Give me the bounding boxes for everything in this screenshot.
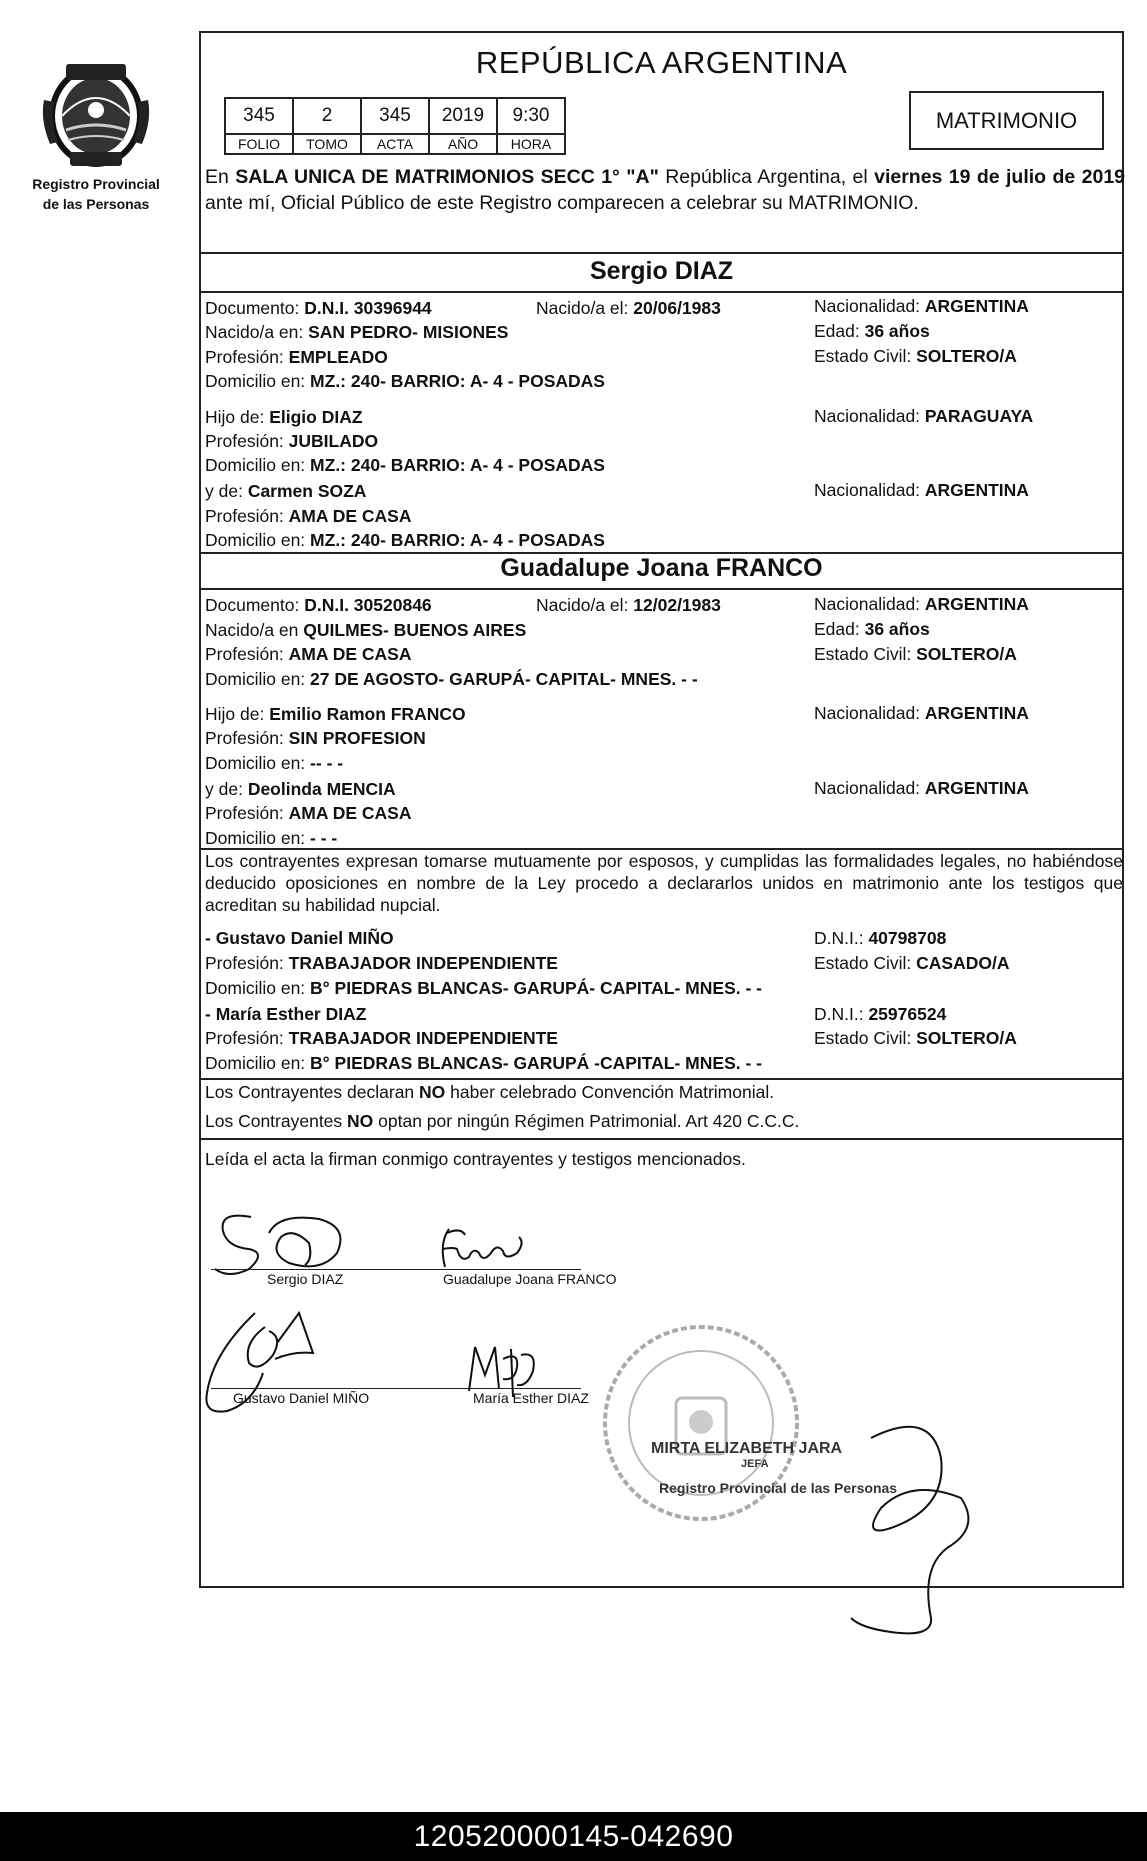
closing-statement: Leída el acta la firman conmigo contrayentes y testigos mencionados. [205,1149,746,1169]
witness1-civil-status: Estado Civil: CASADO/A [814,953,1010,973]
witness1-address: Domicilio en: B° PIEDRAS BLANCAS- GARUPÁ- CAPITAL- MNES. - - [205,978,762,998]
bride-document: Documento: D.N.I. 30520846 [205,595,432,615]
groom-father-nationality: Nacionalidad: PARAGUAYA [814,406,1034,426]
divider [201,291,1122,293]
bride-profession: Profesión: AMA DE CASA [205,644,412,664]
witness1-name: - Gustavo Daniel MIÑO [205,928,394,948]
witness2-address: Domicilio en: B° PIEDRAS BLANCAS- GARUPÁ -CAPITAL- MNES. - - [205,1053,762,1073]
groom-signature-label: Sergio DIAZ [267,1271,344,1287]
registry-table [224,97,566,155]
ceremony-date: viernes 19 de julio de 2019 [874,166,1126,188]
groom-birth-date: Nacido/a el: 20/06/1983 [536,298,721,318]
tomo-label: TOMO [293,134,361,154]
bride-address: Domicilio en: 27 DE AGOSTO- GARUPÁ- CAPITAL- MNES. - - [205,669,698,689]
bride-father-nationality: Nacionalidad: ARGENTINA [814,703,1029,723]
groom-address: Domicilio en: MZ.: 240- BARRIO: A- 4 - POSADAS [205,371,605,391]
witness2-profession: Profesión: TRABAJADOR INDEPENDIENTE [205,1028,558,1048]
witness2-signature-line [401,1388,581,1389]
folio-value: 345 [225,98,293,134]
bride-mother-address: Domicilio en: - - - [205,828,338,848]
act-type-box: MATRIMONIO [909,91,1104,150]
hora-label: HORA [497,134,565,154]
groom-father-address: Domicilio en: MZ.: 240- BARRIO: A- 4 - POSADAS [205,455,605,475]
bride-mother-nationality: Nacionalidad: ARGENTINA [814,778,1029,798]
acta-label: ACTA [361,134,429,154]
groom-mother-address: Domicilio en: MZ.: 240- BARRIO: A- 4 - POSADAS [205,530,605,550]
bride-age: Edad: 36 años [814,619,930,639]
groom-father: Hijo de: Eligio DIAZ [205,407,363,427]
bride-father-profession: Profesión: SIN PROFESION [205,728,426,748]
bride-name: Guadalupe Joana FRANCO [500,554,823,582]
bride-father: Hijo de: Emilio Ramon FRANCO [205,704,466,724]
bride-birth-date: Nacido/a el: 12/02/1983 [536,595,721,615]
divider [201,252,1122,254]
witness1-dni: D.N.I.: 40798708 [814,928,947,948]
registry-logo [28,60,164,212]
bride-signature-icon [421,1223,541,1273]
provincial-seal-icon [36,60,156,172]
divider [201,1078,1122,1080]
official-title: JEFA [741,1458,769,1470]
round-seal-icon [596,1318,806,1528]
groom-name: Sergio DIAZ [589,257,734,285]
registry-name-line2: de las Personas [42,196,150,212]
registry-name-line1: Registro Provincial [32,176,160,192]
groom-birth-place: Nacido/a en: SAN PEDRO- MISIONES [205,322,509,342]
bride-signature-line [401,1269,581,1270]
groom-mother-nationality: Nacionalidad: ARGENTINA [814,480,1029,500]
declaration-paragraph: Los contrayentes expresan tomarse mutuamente por esposos, y cumplidas las formalidades legales, no habiéndose deducido oposiciones en nombre de la Ley procedo a declararlos unidos en matrimonio ante los testigos que acreditan su habilidad nupcial. [205,851,1123,915]
witness2-dni: D.N.I.: 25976524 [814,1004,947,1024]
official-name: MIRTA ELIZABETH JARA [651,1440,843,1457]
intro-paragraph [205,164,1125,216]
tomo-value: 2 [293,98,361,134]
groom-document: Documento: D.N.I. 30396944 [205,298,432,318]
folio-label: FOLIO [225,134,293,154]
witness1-signature-line [211,1388,407,1389]
witness1-signature-label: Gustavo Daniel MIÑO [233,1390,370,1406]
acta-value: 345 [361,98,429,134]
intro-text-2: República Argentina, el [658,166,875,188]
groom-age: Edad: 36 años [814,321,930,341]
divider [201,588,1122,590]
bride-birth-place: Nacido/a en QUILMES- BUENOS AIRES [205,620,527,640]
bride-father-address: Domicilio en: -- - - [205,753,344,773]
intro-text-3: ante mí, Oficial Público de este Registro comparecen a celebrar su MATRIMONIO. [205,192,919,214]
groom-profession: Profesión: EMPLEADO [205,347,388,367]
witness2-signature-label: María Esther DIAZ [473,1390,589,1406]
ceremony-place: SALA UNICA DE MATRIMONIOS SECC 1° "A" [235,166,659,188]
regime-clause: Los Contrayentes NO optan por ningún Régimen Patrimonial. Art 420 C.C.C. [205,1111,800,1131]
country-title: REPÚBLICA ARGENTINA [475,45,848,80]
official-stamp [651,1440,897,1496]
bride-mother: y de: Deolinda MENCIA [205,779,396,799]
divider [201,1138,1122,1140]
groom-civil-status: Estado Civil: SOLTERO/A [814,346,1017,366]
bride-signature-label: Guadalupe Joana FRANCO [443,1271,617,1287]
anio-value: 2019 [429,98,497,134]
groom-signature-line [211,1269,407,1270]
witness2-name: - María Esther DIAZ [205,1004,367,1024]
bride-nationality: Nacionalidad: ARGENTINA [814,594,1029,614]
document-code-bar: 120520000145-042690 [0,1812,1147,1861]
hora-value: 9:30 [497,98,565,134]
official-office: Registro Provincial de las Personas [659,1480,898,1496]
convention-clause: Los Contrayentes declaran NO haber celebrado Convención Matrimonial. [205,1082,775,1102]
groom-nationality: Nacionalidad: ARGENTINA [814,296,1029,316]
groom-mother: y de: Carmen SOZA [205,481,367,501]
certificate-frame [199,31,1124,1588]
groom-mother-profession: Profesión: AMA DE CASA [205,506,412,526]
bride-mother-profession: Profesión: AMA DE CASA [205,803,412,823]
bride-civil-status: Estado Civil: SOLTERO/A [814,644,1017,664]
anio-label: AÑO [429,134,497,154]
intro-text-1: En [205,166,236,188]
witness1-profession: Profesión: TRABAJADOR INDEPENDIENTE [205,953,558,973]
witness2-civil-status: Estado Civil: SOLTERO/A [814,1028,1017,1048]
groom-father-profession: Profesión: JUBILADO [205,431,379,451]
